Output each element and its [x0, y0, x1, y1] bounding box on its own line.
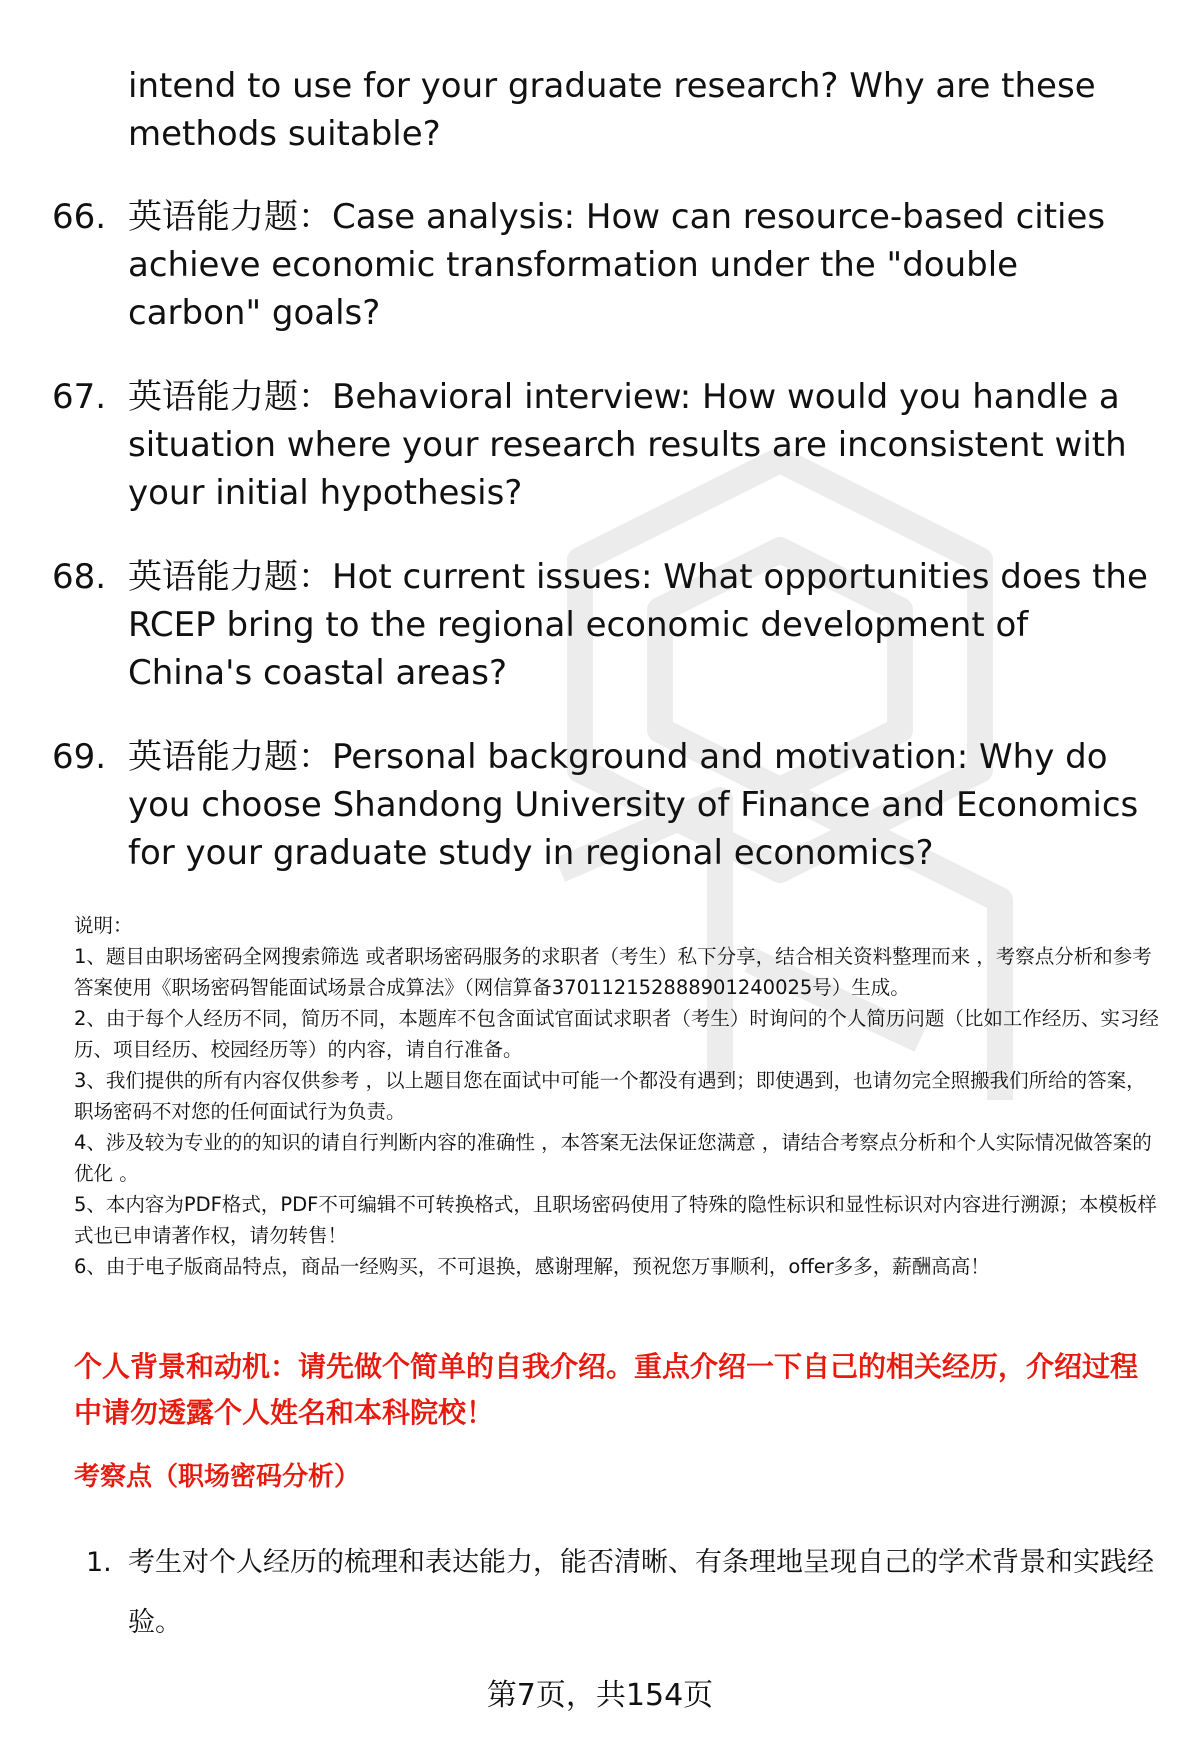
question-text: 英语能力题：Hot current issues: What opportunities does the RCEP bring to the regional economic development of China's coastal areas? — [128, 557, 1148, 693]
analysis-subheading: 考察点（职场密码分析） — [74, 1462, 361, 1492]
point-number: 1. — [86, 1547, 112, 1578]
note-item: 3、我们提供的所有内容仅供参考 ，以上题目您在面试中可能一个都没有遇到；即使遇到，也请勿完全照搬我们所给的答案，职场密码不对您的任何面试行为负责。 — [74, 1069, 1146, 1123]
question-text: intend to use for your graduate research? Why are these methods suitable? — [128, 66, 1096, 154]
question-item — [0, 553, 1200, 697]
question-number: 67. — [52, 377, 107, 417]
question-number: 69. — [52, 737, 107, 777]
question-item — [0, 733, 1200, 877]
question-heading: 个人背景和动机：请先做个简单的自我介绍。重点介绍一下自己的相关经历，介绍过程中请勿透露个人姓名和本科院校！ — [74, 1350, 1139, 1429]
note-item: 1、题目由职场密码全网搜索筛选 或者职场密码服务的求职者（考生）私下分享，结合相关资料整理而来 ，考察点分析和参考答案使用《职场密码智能面试场景合成算法》（网信算备370112152888901240025号）生成。 — [74, 945, 1152, 999]
disclaimer-notes — [74, 910, 1159, 1282]
question-list — [0, 62, 1200, 913]
question-text: 英语能力题：Behavioral interview: How would you handle a situation where your research results are inconsistent with your initial hypothesis? — [128, 377, 1127, 513]
notes-title: 说明： — [74, 914, 133, 937]
question-item — [0, 193, 1200, 337]
note-item: 6、由于电子版商品特点，商品一经购买，不可退换，感谢理解，预祝您万事顺利，offer多多，薪酬高高！ — [74, 1255, 990, 1278]
page-footer: 第7页，共154页 — [486, 1678, 714, 1713]
question-number: 68. — [52, 557, 107, 597]
question-item — [0, 373, 1200, 517]
question-number: 66. — [52, 197, 107, 237]
question-text: 英语能力题：Personal background and motivation: Why do you choose Shandong University of Finance and Economics for your graduate study in regional economics? — [128, 737, 1139, 873]
point-text: 考生对个人经历的梳理和表达能力，能否清晰、有条理地呈现自己的学术背景和实践经验。 — [128, 1547, 1154, 1638]
note-item: 2、由于每个人经历不同，简历不同，本题库不包含面试官面试求职者（考生）时询问的个人简历问题（比如工作经历、实习经历、项目经历、校园经历等）的内容，请自行准备。 — [74, 1007, 1159, 1061]
note-item: 4、涉及较为专业的的知识的请自行判断内容的准确性 ，本答案无法保证您满意 ，请结合考察点分析和个人实际情况做答案的优化 。 — [74, 1131, 1152, 1185]
note-item: 5、本内容为PDF格式，PDF不可编辑不可转换格式，且职场密码使用了特殊的隐性标识和显性标识对内容进行溯源；本模板样式也已申请著作权，请勿转售！ — [74, 1193, 1157, 1247]
question-text: 英语能力题：Case analysis: How can resource-based cities achieve economic transformation under the "double carbon" goals? — [128, 197, 1106, 333]
question-continued — [0, 62, 1200, 158]
analysis-point — [86, 1533, 1156, 1653]
